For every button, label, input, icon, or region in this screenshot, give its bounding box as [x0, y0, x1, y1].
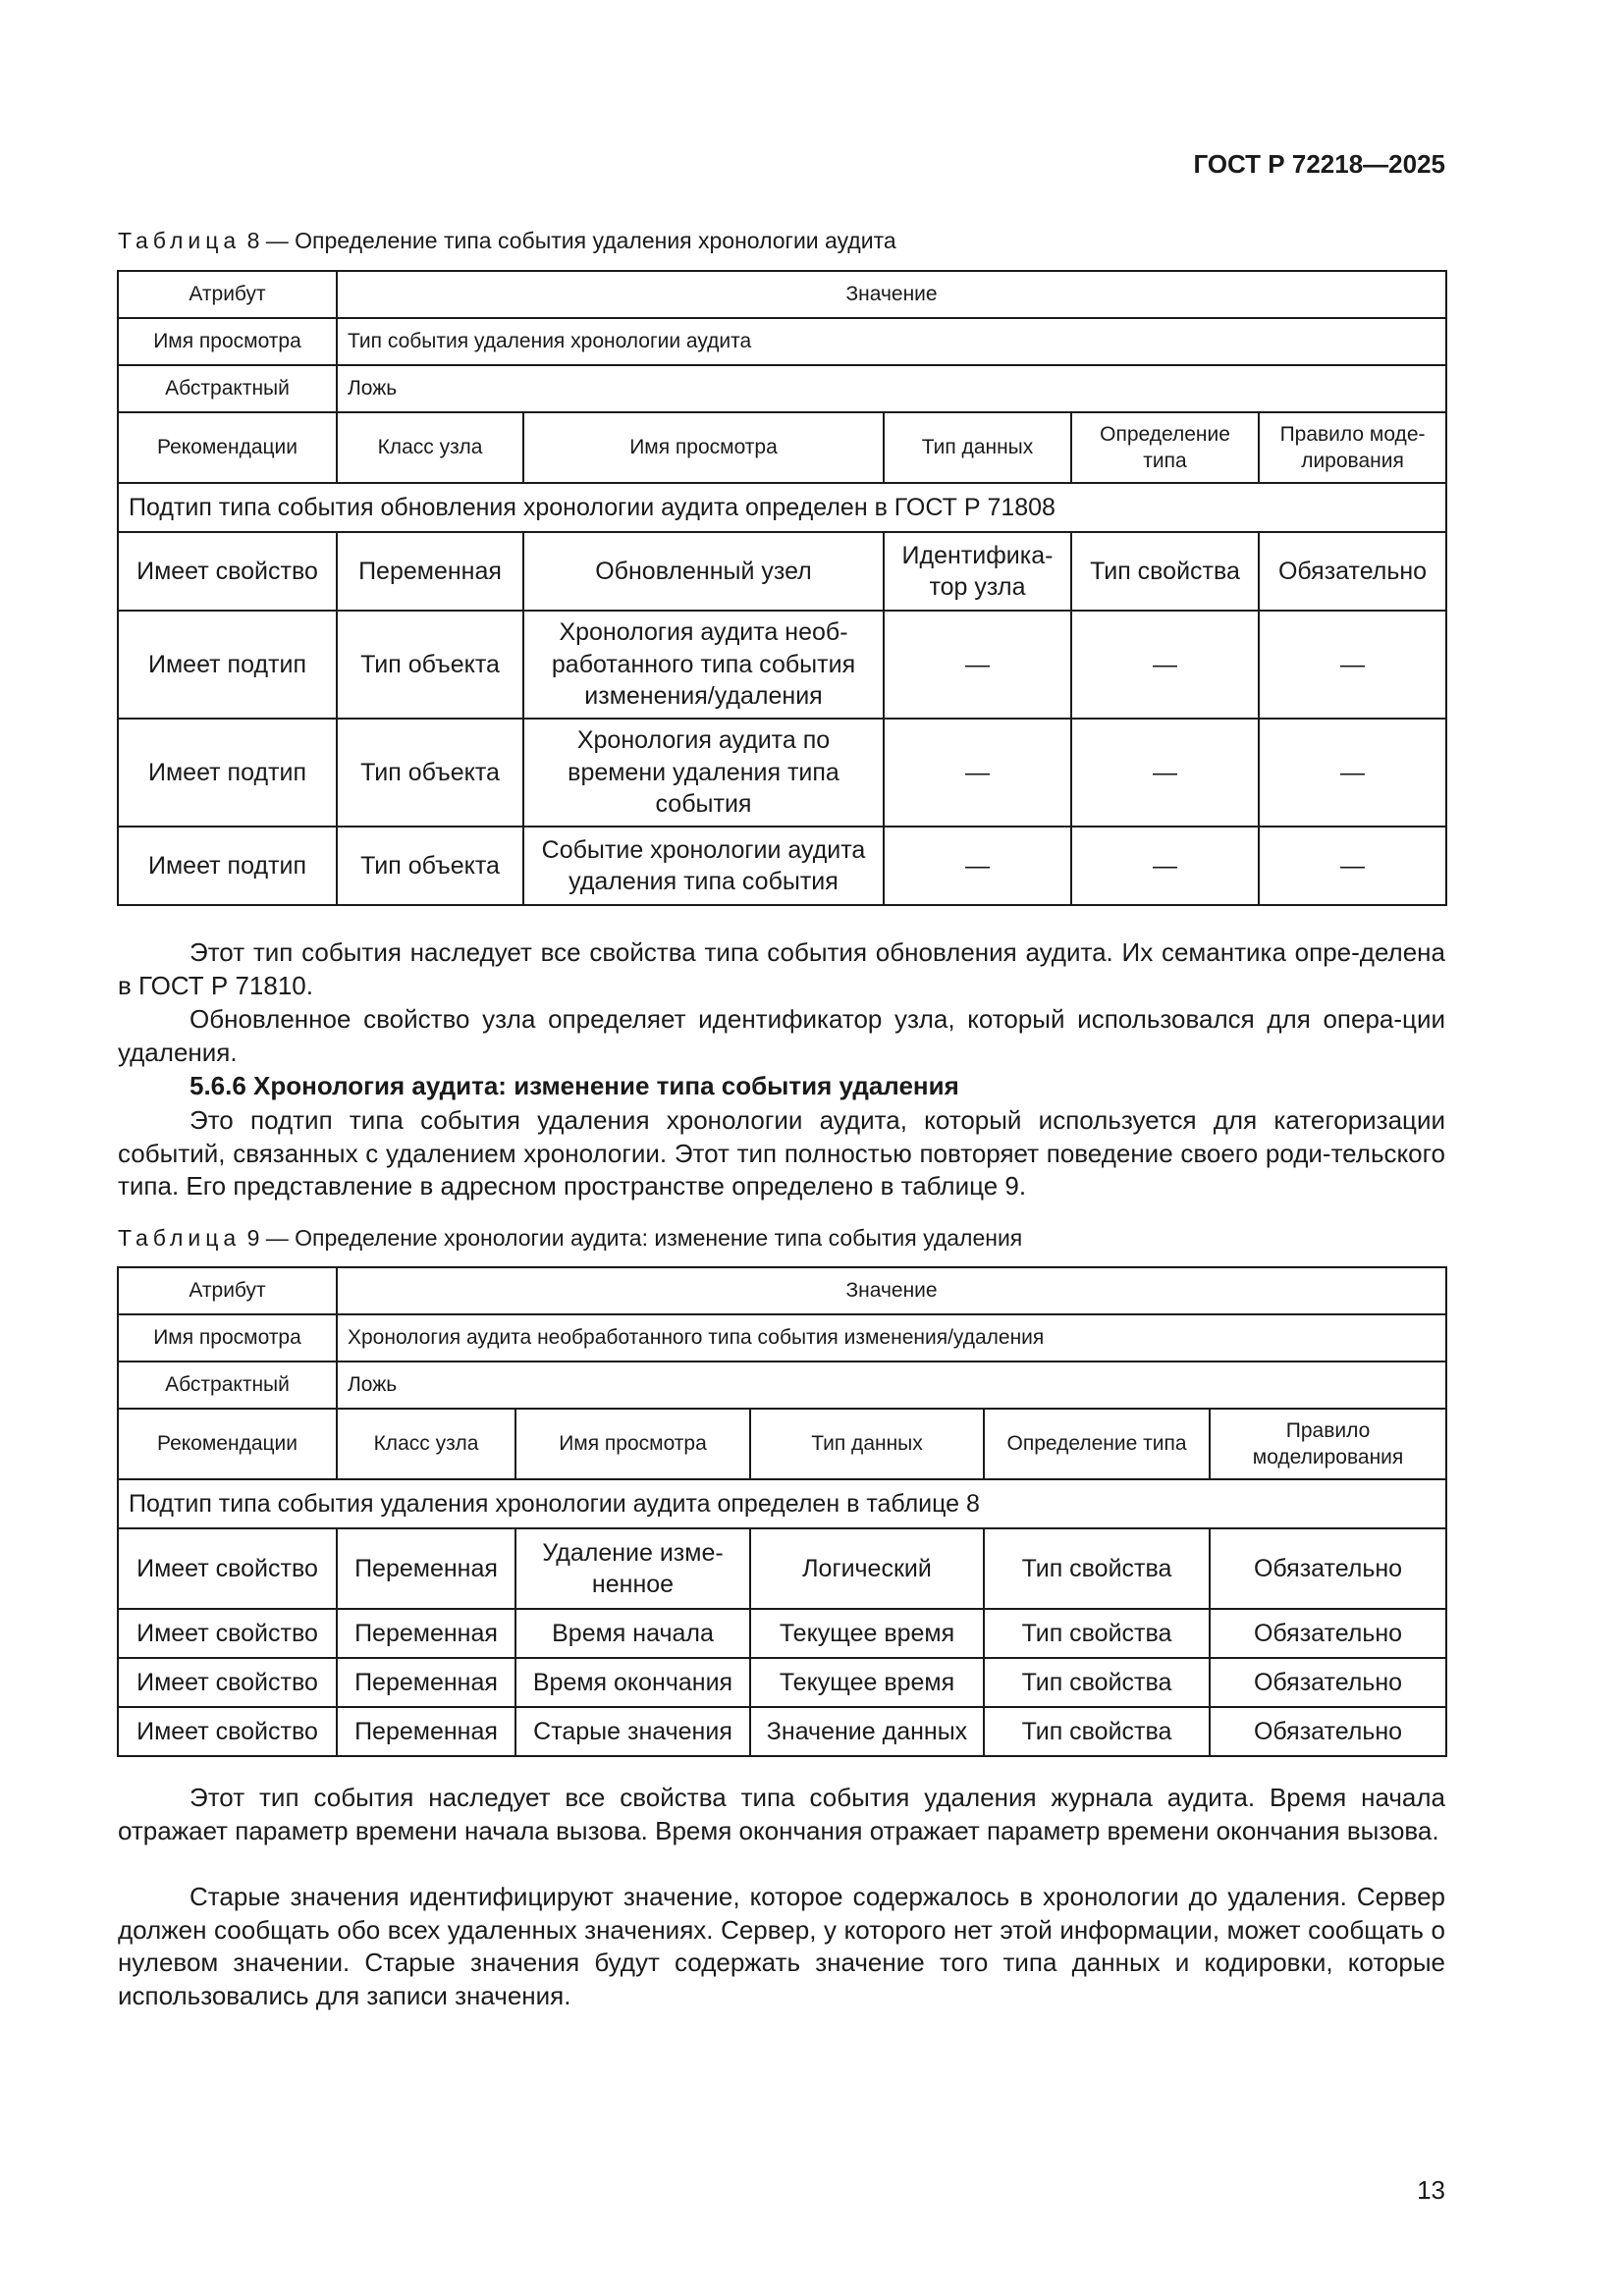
- table-row: [118, 1528, 1446, 1609]
- table-cell: Правило моделирования: [1210, 1409, 1446, 1479]
- table-cell: —: [884, 611, 1071, 719]
- table-cell: Имеет подтип: [118, 719, 337, 827]
- table-row: [118, 532, 1446, 611]
- table9-abstract-value: Ложь: [337, 1362, 1446, 1409]
- table-row: [118, 611, 1446, 719]
- table8-value-header: Значение: [337, 271, 1446, 318]
- table9-attr-header: Атрибут: [118, 1267, 337, 1314]
- table9-header-row: [118, 1267, 1446, 1314]
- table-cell: Тип объекта: [337, 719, 523, 827]
- table-cell: Обновленный узел: [523, 532, 884, 611]
- table-cell: Тип объекта: [337, 827, 523, 905]
- table-cell: Текущее время: [750, 1609, 984, 1658]
- table8-caption-text: 8 — Определение типа события удаления хронологии аудита: [241, 228, 896, 253]
- table-cell: —: [1071, 611, 1259, 719]
- table-cell: Обязательно: [1210, 1707, 1446, 1756]
- paragraph: Этот тип события наследует все свойства типа события обновления аудита. Их семантика опре-делена в ГОСТ Р 71810.: [118, 937, 1445, 1000]
- table8-caption-word: Таблица: [118, 228, 242, 253]
- table-cell: Тип свойства: [984, 1658, 1210, 1707]
- table-cell: Определение типа: [1071, 412, 1259, 483]
- table-row: [118, 719, 1446, 827]
- table8-subtype-text: Подтип типа события обновления хронологии аудита определен в ГОСТ Р 71808: [118, 483, 1446, 532]
- table-cell: —: [1259, 611, 1446, 719]
- table8: [117, 270, 1447, 906]
- table-cell: —: [1071, 719, 1259, 827]
- table-cell: Имя просмотра: [523, 412, 884, 483]
- table-cell: Время окончания: [515, 1658, 750, 1707]
- table-cell: —: [1071, 827, 1259, 905]
- table-cell: Имеет подтип: [118, 611, 337, 719]
- table-cell: Обязательно: [1210, 1609, 1446, 1658]
- table9-subtype-row: [118, 1479, 1446, 1528]
- table-cell: Удаление изме-ненное: [515, 1528, 750, 1609]
- table-cell: —: [1259, 719, 1446, 827]
- table-cell: —: [1259, 827, 1446, 905]
- table9-abstract-label: Абстрактный: [118, 1362, 337, 1409]
- table-cell: Тип объекта: [337, 611, 523, 719]
- table-row: [118, 827, 1446, 905]
- table-cell: Имеет свойство: [118, 532, 337, 611]
- table-cell: Рекомендации: [118, 1409, 337, 1479]
- table-cell: —: [884, 827, 1071, 905]
- table9-subtype-text: Подтип типа события удаления хронологии аудита определен в таблице 8: [118, 1479, 1446, 1528]
- table-cell: Тип свойства: [984, 1609, 1210, 1658]
- table-cell: Тип свойства: [984, 1707, 1210, 1756]
- table-cell: Текущее время: [750, 1658, 984, 1707]
- table-row: [118, 1609, 1446, 1658]
- table-cell: Обязательно: [1210, 1528, 1446, 1609]
- table-cell: Время начала: [515, 1609, 750, 1658]
- table-cell: Имеет свойство: [118, 1609, 337, 1658]
- table-cell: Класс узла: [337, 412, 523, 483]
- table9-caption: [118, 1225, 1022, 1252]
- table8-caption: [118, 228, 896, 254]
- table-cell: Значение данных: [750, 1707, 984, 1756]
- table-cell: Тип данных: [750, 1409, 984, 1479]
- table-cell: Обязательно: [1259, 532, 1446, 611]
- table-cell: Переменная: [337, 532, 523, 611]
- table-cell: Переменная: [337, 1658, 515, 1707]
- table9-browse-row: [118, 1314, 1446, 1362]
- table8-references-header-row: [118, 412, 1446, 483]
- table9-browse-label: Имя просмотра: [118, 1314, 337, 1362]
- table-cell: Имеет свойство: [118, 1707, 337, 1756]
- table-cell: Правило моде-лирования: [1259, 412, 1446, 483]
- table-cell: Идентифика-тор узла: [884, 532, 1071, 611]
- table-cell: Хронология аудита по времени удаления типа события: [523, 719, 884, 827]
- table9-browse-value: Хронология аудита необработанного типа события изменения/удаления: [337, 1314, 1446, 1362]
- table8-browse-label: Имя просмотра: [118, 318, 337, 365]
- section-heading: 5.6.6 Хронология аудита: изменение типа события удаления: [189, 1071, 959, 1100]
- table9: [117, 1266, 1447, 1757]
- table8-abstract-label: Абстрактный: [118, 365, 337, 412]
- table-cell: Хронология аудита необ-работанного типа события изменения/удаления: [523, 611, 884, 719]
- table8-browse-row: [118, 318, 1446, 365]
- table8-abstract-row: [118, 365, 1446, 412]
- table8-browse-value: Тип события удаления хронологии аудита: [337, 318, 1446, 365]
- table-cell: Рекомендации: [118, 412, 337, 483]
- paragraph: Это подтип типа события удаления хронологии аудита, который используется для категоризации событий, связанных с удалением хронологии. Этот тип полностью повторяет поведение своего роди-тельского типа. Его представление в адресном пространстве определено в таблице 9.: [118, 1105, 1445, 1201]
- table-cell: Переменная: [337, 1707, 515, 1756]
- table-cell: Обязательно: [1210, 1658, 1446, 1707]
- table-cell: Тип свойства: [984, 1528, 1210, 1609]
- table8-subtype-row: [118, 483, 1446, 532]
- table-cell: Определение типа: [984, 1409, 1210, 1479]
- table-cell: Переменная: [337, 1528, 515, 1609]
- page-number: 13: [1417, 2175, 1445, 2205]
- table-cell: Имеет подтип: [118, 827, 337, 905]
- table-cell: Старые значения: [515, 1707, 750, 1756]
- table8-abstract-value: Ложь: [337, 365, 1446, 412]
- table-cell: Событие хронологии аудита удаления типа события: [523, 827, 884, 905]
- table9-abstract-row: [118, 1362, 1446, 1409]
- table8-attr-header: Атрибут: [118, 271, 337, 318]
- table9-caption-word: Таблица: [118, 1225, 242, 1251]
- table9-value-header: Значение: [337, 1267, 1446, 1314]
- table-cell: Имя просмотра: [515, 1409, 750, 1479]
- table-row: [118, 1658, 1446, 1707]
- document-header: ГОСТ Р 72218—2025: [1193, 149, 1445, 179]
- table-cell: Переменная: [337, 1609, 515, 1658]
- table8-header-row: [118, 271, 1446, 318]
- table-cell: Имеет свойство: [118, 1658, 337, 1707]
- paragraph: Старые значения идентифицируют значение, которое содержалось в хронологии до удаления. Сервер должен сообщать обо всех удаленных значениях. Сервер, у которого нет этой информации, может сообщать о нулевом значении. Старые значения будут содержать значение того типа данных и кодировки, которые использовались для записи значения.: [118, 1882, 1445, 2010]
- table-cell: Класс узла: [337, 1409, 515, 1479]
- table9-references-header-row: [118, 1409, 1446, 1479]
- paragraph: Обновленное свойство узла определяет идентификатор узла, который использовался для опера-ции удаления.: [118, 1004, 1445, 1067]
- table-row: [118, 1707, 1446, 1756]
- table-cell: —: [884, 719, 1071, 827]
- table-cell: Логический: [750, 1528, 984, 1609]
- paragraph: Этот тип события наследует все свойства типа события удаления журнала аудита. Время начала отражает параметр времени начала вызова. Время окончания отражает параметр времени окончания вызова.: [118, 1783, 1445, 1845]
- table-cell: Имеет свойство: [118, 1528, 337, 1609]
- table-cell: Тип данных: [884, 412, 1071, 483]
- table-cell: Тип свойства: [1071, 532, 1259, 611]
- table9-caption-text: 9 — Определение хронологии аудита: изменение типа события удаления: [241, 1225, 1023, 1251]
